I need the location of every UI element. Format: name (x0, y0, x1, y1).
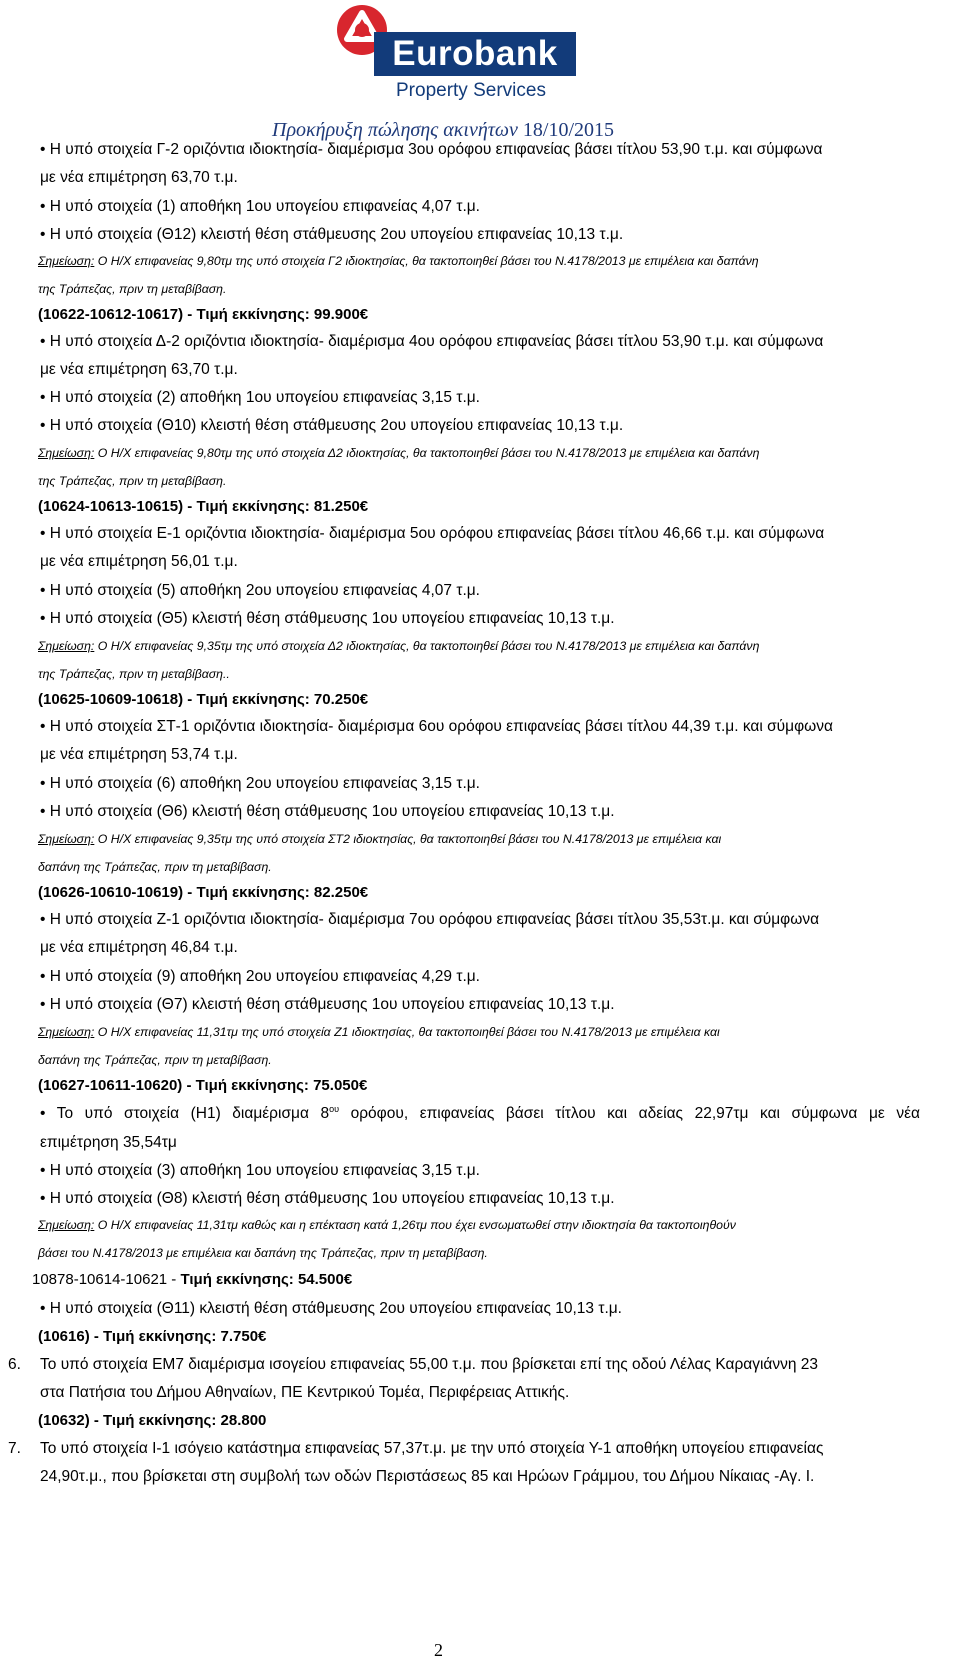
note-continuation: της Τράπεζας, πριν τη μεταβίβαση. (38, 282, 227, 296)
logo-wordmark: Eurobank (392, 34, 558, 73)
note-continuation: της Τράπεζας, πριν τη μεταβίβαση.. (38, 667, 230, 681)
item-number: 6. (8, 1356, 21, 1373)
title-date: 18/10/2015 (522, 119, 615, 141)
note-text: Ο Η/Χ επιφανείας 9,35τμ της υπό στοιχεία ΣΤ2 ιδιοκτησίας, θα τακτοποιηθεί βάσει του Ν.4178/2013 με επιμέλεια και (94, 832, 722, 846)
bullet-item: • Η υπό στοιχεία (9) αποθήκη 2ου υπογείου επιφανείας 4,29 τ.μ. (40, 968, 480, 985)
note-text: Ο Η/Χ επιφανείας 11,31τμ της υπό στοιχεία Ζ1 ιδιοκτησίας, θα τακτοποιηθεί βάσει του Ν.4178/2013 με επιμέλεια και (94, 1025, 720, 1039)
note-label: Σημείωση: (38, 1025, 95, 1039)
starting-price: (10627-10611-10620) - Τιμή εκκίνησης: 75.050€ (38, 1077, 368, 1094)
note-line (38, 829, 721, 849)
note-text: Ο Η/Χ επιφανείας 11,31τμ καθώς και η επέκταση κατά 1,26τμ που έχει ενσωματωθεί στην ιδιοκτησία θα τακτοποιηθούν (94, 1218, 736, 1232)
page-number: 2 (434, 1640, 443, 1660)
bullet-item: • Η υπό στοιχεία (5) αποθήκη 2ου υπογείου επιφανείας 4,07 τ.μ. (40, 582, 480, 599)
bullet-item: • Η υπό στοιχεία (Θ10) κλειστή θέση στάθμευσης 2ου υπογείου επιφανείας 10,13 τ.μ. (40, 417, 624, 434)
bullet-item: • Η υπό στοιχεία (1) αποθήκη 1ου υπογείου επιφανείας 4,07 τ.μ. (40, 198, 480, 215)
starting-price: (10626-10610-10619) - Τιμή εκκίνησης: 82.250€ (38, 884, 369, 901)
note-line (38, 1022, 720, 1042)
logo-subtitle: Property Services (396, 80, 546, 101)
price-codes: 10878-10614-10621 - (32, 1271, 181, 1288)
bullet-item: • Η υπό στοιχεία (Θ5) κλειστή θέση στάθμευσης 1ου υπογείου επιφανείας 10,13 τ.μ. (40, 610, 615, 627)
note-label: Σημείωση: (38, 254, 95, 268)
bullet-item: • Η υπό στοιχεία (Θ6) κλειστή θέση στάθμευσης 1ου υπογείου επιφανείας 10,13 τ.μ. (40, 803, 615, 820)
starting-price: (10632) - Τιμή εκκίνησης: 28.800 (38, 1412, 267, 1429)
note-text: Ο Η/Χ επιφανείας 9,80τμ της υπό στοιχεία Γ2 ιδιοκτησίας, θα τακτοποιηθεί βάσει του Ν.4178/2013 με επιμέλεια και δαπάνη (94, 254, 759, 268)
text-line: με νέα επιμέτρηση 53,74 τ.μ. (40, 746, 238, 763)
starting-price: (10616) - Τιμή εκκίνησης: 7.750€ (38, 1328, 267, 1345)
starting-price: (10622-10612-10617) - Τιμή εκκίνησης: 99.900€ (38, 306, 369, 323)
note-continuation: δαπάνη της Τράπεζας, πριν τη μεταβίβαση. (38, 860, 272, 874)
item-number: 7. (8, 1440, 21, 1457)
note-continuation: της Τράπεζας, πριν τη μεταβίβαση. (38, 474, 227, 488)
note-line (38, 251, 759, 271)
ordinal-suffix: ου (329, 1103, 340, 1114)
text-line: επιμέτρηση 35,54τμ (40, 1134, 177, 1151)
note-line (38, 443, 759, 463)
bullet-item: • Η υπό στοιχεία Ε-1 οριζόντια ιδιοκτησία- διαμέρισμα 5ου ορόφου επιφανείας βάσει τίτλου 46,66 τ.μ. και σύμφωνα (40, 525, 825, 542)
note-label: Σημείωση: (38, 446, 95, 460)
note-label: Σημείωση: (38, 832, 95, 846)
starting-price: (10624-10613-10615) - Τιμή εκκίνησης: 81.250€ (38, 498, 369, 515)
text-line: με νέα επιμέτρηση 63,70 τ.μ. (40, 169, 238, 186)
text-line: με νέα επιμέτρηση 63,70 τ.μ. (40, 361, 238, 378)
note-text: Ο Η/Χ επιφανείας 9,80τμ της υπό στοιχεία Δ2 ιδιοκτησίας, θα τακτοποιηθεί βάσει του Ν.4178/2013 με επιμέλεια και δαπάνη (94, 446, 760, 460)
eurobank-logo (336, 4, 576, 104)
text-part: • Το υπό στοιχεία (Η1) διαμέρισμα 8 (40, 1105, 330, 1122)
price-value: Τιμή εκκίνησης: 54.500€ (180, 1271, 353, 1288)
bullet-item: • Η υπό στοιχεία Δ-2 οριζόντια ιδιοκτησία- διαμέρισμα 4ου ορόφου επιφανείας βάσει τίτλου 53,90 τ.μ. και σύμφωνα (40, 333, 824, 350)
note-label: Σημείωση: (38, 639, 95, 653)
bullet-item: • Η υπό στοιχεία (6) αποθήκη 2ου υπογείου επιφανείας 3,15 τ.μ. (40, 775, 480, 792)
numbered-item (8, 1439, 824, 1459)
bullet-item: • Η υπό στοιχεία (Θ12) κλειστή θέση στάθμευσης 2ου υπογείου επιφανείας 10,13 τ.μ. (40, 226, 624, 243)
text-line: με νέα επιμέτρηση 46,84 τ.μ. (40, 939, 238, 956)
bullet-item: • Η υπό στοιχεία ΣΤ-1 οριζόντια ιδιοκτησία- διαμέρισμα 6ου ορόφου επιφανείας βάσει τίτλου 44,39 τ.μ. και σύμφωνα (40, 718, 833, 735)
bullet-item (40, 1104, 920, 1124)
starting-price (32, 1270, 352, 1290)
text-line: 24,90τ.μ., που βρίσκεται στη συμβολή των οδών Περιστάσεως 85 και Ηρώων Γράμμου, του Δήμου Νίκαιας -Αγ. Ι. (40, 1468, 815, 1485)
item-text: Το υπό στοιχεία ΕΜ7 διαμέρισμα ισογείου επιφανείας 55,00 τ.μ. που βρίσκεται επί της οδού Λέλας Καραγιάννη 23 (40, 1356, 819, 1373)
note-label: Σημείωση: (38, 1218, 95, 1232)
text-line: με νέα επιμέτρηση 56,01 τ.μ. (40, 553, 238, 570)
note-continuation: βάσει του Ν.4178/2013 με επιμέλεια και δαπάνη της Τράπεζας, πριν τη μεταβίβαση. (38, 1246, 488, 1260)
text-part: ορόφου, επιφανείας βάσει τίτλου και αδείας 22,97τμ και σύμφωνα με νέα (339, 1105, 920, 1122)
bullet-item: • Η υπό στοιχεία (Θ8) κλειστή θέση στάθμευσης 1ου υπογείου επιφανείας 10,13 τ.μ. (40, 1190, 615, 1207)
bullet-item: • Η υπό στοιχεία Ζ-1 οριζόντια ιδιοκτησία- διαμέρισμα 7ου ορόφου επιφανείας βάσει τίτλου 35,53τ.μ. και σύμφωνα (40, 911, 820, 928)
title-text: Προκήρυξη πώλησης ακινήτων (272, 119, 518, 141)
logo-plate (374, 32, 576, 76)
bullet-item: • Η υπό στοιχεία (2) αποθήκη 1ου υπογείου επιφανείας 3,15 τ.μ. (40, 389, 480, 406)
bullet-item: • Η υπό στοιχεία (3) αποθήκη 1ου υπογείου επιφανείας 3,15 τ.μ. (40, 1162, 480, 1179)
bullet-item: • Η υπό στοιχεία (Θ7) κλειστή θέση στάθμευσης 1ου υπογείου επιφανείας 10,13 τ.μ. (40, 996, 615, 1013)
numbered-item (8, 1355, 819, 1375)
note-text: Ο Η/Χ επιφανείας 9,35τμ της υπό στοιχεία Δ2 ιδιοκτησίας, θα τακτοποιηθεί βάσει του Ν.4178/2013 με επιμέλεια και δαπάνη (94, 639, 760, 653)
justified-text (40, 1104, 920, 1124)
bullet-item: • Η υπό στοιχεία Γ-2 οριζόντια ιδιοκτησία- διαμέρισμα 3ου ορόφου επιφανείας βάσει τίτλου 53,90 τ.μ. και σύμφωνα (40, 141, 823, 158)
note-line (38, 636, 759, 656)
text-line: στα Πατήσια του Δήμου Αθηναίων, ΠΕ Κεντρικού Τομέα, Περιφέρειας Αττικής. (40, 1384, 570, 1401)
bullet-item: • Η υπό στοιχεία (Θ11) κλειστή θέση στάθμευσης 2ου υπογείου επιφανείας 10,13 τ.μ. (40, 1300, 622, 1317)
starting-price: (10625-10609-10618) - Τιμή εκκίνησης: 70.250€ (38, 691, 369, 708)
document-title (272, 119, 614, 142)
item-text: Το υπό στοιχεία Ι-1 ισόγειο κατάστημα επιφανείας 57,37τ.μ. με την υπό στοιχεία Υ-1 αποθήκη υπογείου επιφανείας (40, 1440, 824, 1457)
note-continuation: δαπάνη της Τράπεζας, πριν τη μεταβίβαση. (38, 1053, 272, 1067)
note-line (38, 1215, 736, 1235)
